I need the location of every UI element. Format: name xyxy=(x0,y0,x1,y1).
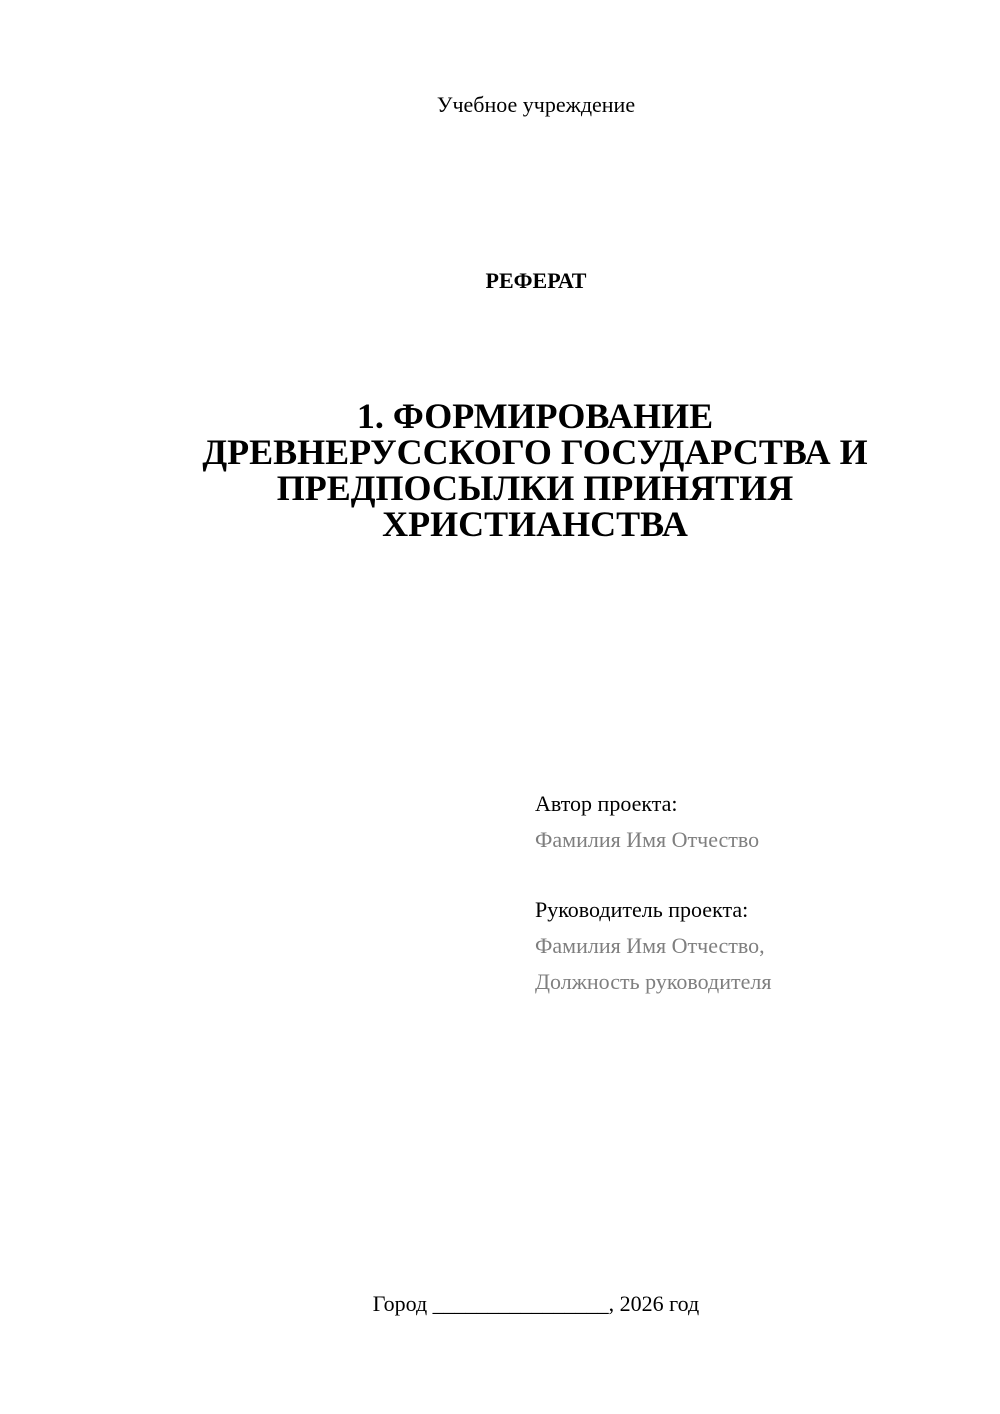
title-line: ДРЕВНЕРУССКОГО ГОСУДАРСТВА И xyxy=(202,432,868,472)
supervisor-block xyxy=(535,892,771,1000)
document-title xyxy=(170,398,900,542)
author-label: Автор проекта: xyxy=(535,791,678,816)
title-line: ХРИСТИАНСТВА xyxy=(382,504,688,544)
supervisor-label: Руководитель проекта: xyxy=(535,897,749,922)
city-label: Город xyxy=(372,1291,428,1316)
institution-name: Учебное учреждение xyxy=(436,92,636,117)
year-text: , 2026 год xyxy=(608,1291,700,1316)
author-name: Фамилия Имя Отчество xyxy=(535,827,760,852)
city-blank: ________________ xyxy=(432,1291,609,1316)
supervisor-position: Должность руководителя xyxy=(535,969,772,994)
supervisor-name: Фамилия Имя Отчество, xyxy=(535,933,765,958)
city-year-line xyxy=(0,1289,1000,1319)
author-block xyxy=(535,786,759,858)
title-line: 1. ФОРМИРОВАНИЕ xyxy=(356,396,714,436)
title-line: ПРЕДПОСЫЛКИ ПРИНЯТИЯ xyxy=(276,468,794,508)
document-type: РЕФЕРАТ xyxy=(485,268,587,293)
